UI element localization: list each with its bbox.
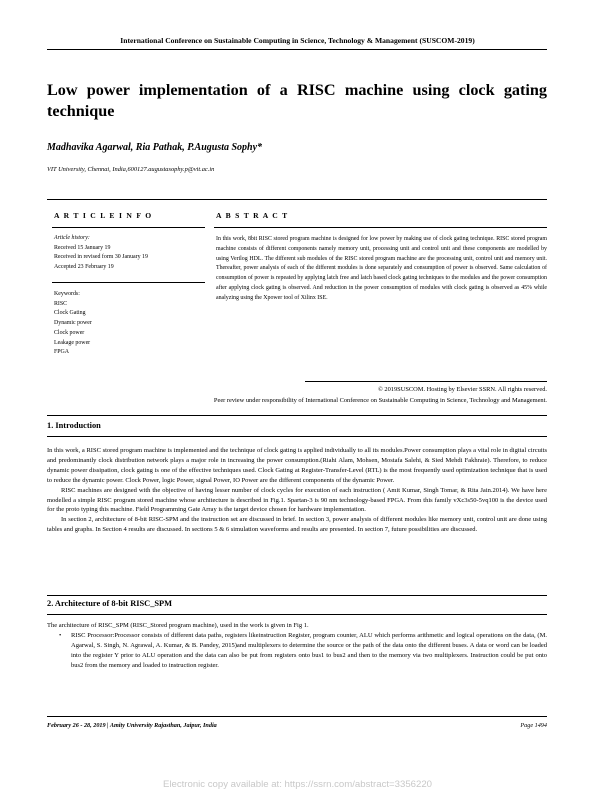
section-rule (47, 415, 547, 416)
article-info-heading: A R T I C L E I N F O (54, 211, 153, 220)
bullet-icon: • (59, 632, 62, 639)
footer-date-venue: February 26 - 28, 2019 | Amity University Rajasthan, Jaipur, India (47, 722, 217, 729)
keyword-item: Leakage power (54, 339, 91, 346)
section-heading-introduction: 1. Introduction (47, 421, 101, 430)
ssrn-watermark-link[interactable]: Electronic copy available at: https://ssrn.com/abstract=3356220 (162, 779, 433, 790)
peer-review-note: Peer review under responsibility of International Conference on Sustainable Computing in Science, Technology and Management. (213, 397, 547, 404)
info-top-rule (47, 199, 547, 200)
architecture-intro: The architecture of RISC_SPM (RISC_Stored program machine), used in the work is given in Fig 1. (47, 622, 309, 629)
abstract-heading: A B S T R A C T (216, 211, 289, 220)
keyword-item: RISC (54, 300, 68, 307)
paragraph: RISC machines are designed with the objective of having lesser number of clock cycles for execution of each instruction ( Amit Kumar, Singh Tomar, & Rita Jain.2014). We have here modelled a simple RISC program stored machine whose architecture is described in Fig.1. Spartan-3 is 90 nm technology-based FPGA. From this family vXc3s50-5vq100 is the device used for the proto typing this machine. Field Programming Gate Array is the target device chosen for hardware implementation. (47, 486, 547, 514)
abstract-rule (214, 227, 547, 228)
copyright: © 2019SUSCOM. Hosting by Elsevier SSRN. All rights reserved. (377, 386, 547, 393)
history-label: Article history: (54, 235, 90, 241)
architecture-bullet (47, 631, 547, 671)
section-heading-architecture: 2. Architecture of 8-bit RISC_SPM (47, 599, 173, 608)
arch-top-rule (47, 595, 547, 596)
paragraph: In this work, a RISC stored program machine is implemented and the technique of clock gating is applied individually to all its modules.Power consumption plays a vital role in digital circuits and predominantly clock distribution network plays a major role in increasing the power consumption.(Riahi Alam, Mohsen, Mostafa Salehi, & Sied Mehdi Fakhraie). Therefore, to reduce dynamic power dissipation, clock gating is one of the effective techniques used. Clock Gating at Register-Transfer-Level (RTL) is the most frequently used optimization technique that is used to reduce the dynamic power. Clock Power, logic Power, signal Power, IO Power are the different components of the dynamic Power. (47, 447, 547, 484)
article-history (54, 234, 148, 273)
paragraph: In section 2, architecture of 8-bit RISC-SPM and the instruction set are discussed in brief. In section 3, power analysis of different modules like memory unit, control unit are done using tables and graphs. In Section 4 results are discussed. In sections 5 & 6 simulation waveforms and results are presented. In section 7, future possibilities are discussed. (47, 516, 547, 534)
arch-heading-rule (47, 614, 547, 615)
affiliation: VIT University, Chennai, India,600127.augustasophy.p@vit.ac.in (47, 166, 215, 173)
copyright-rule (305, 381, 547, 382)
paper-title: Low power implementation of a RISC machine using clock gating technique (47, 81, 547, 120)
history-revised: Received in revised form 30 January 19 (54, 254, 148, 261)
keyword-item: Clock Gating (54, 310, 86, 317)
footer-rule (47, 716, 547, 717)
keyword-item: Dynamic power (54, 320, 92, 327)
page-number: Page 1494 (520, 722, 547, 729)
introduction-body (47, 446, 547, 535)
conference-header: International Conference on Sustainable Computing in Science, Technology & Management (SUSCOM-2019) (120, 36, 475, 45)
abstract-text: In this work, 8bit RISC stored program machine is designed for low power by making use of clock gating technique. RISC stored program machine consists of different components namely memory unit, processing unit and control unit and these components are modelled by using Verilog HDL. The different sub modules of the RISC stored program machine are the processing unit, control unit and memory unit. Thereafter, power analysis of each of the different modules is done separately and consumption of power is observed. Same calculation of consumption of power is repeated by applying latch free and latch based clock gating techniques to the modules and the power consumption after applying clock gating is observed. And reduction in the power consumption of modules with clock gating is observed as 45% while analyzing using the Xpower tool of Xilinx ISE. (216, 236, 547, 301)
article-info-rule (52, 227, 205, 228)
keyword-item: Clock power (54, 329, 85, 336)
history-received: Received 15 January 19 (54, 244, 111, 251)
keyword-item: FPGA (54, 349, 70, 356)
keywords-label: Keywords: (54, 291, 80, 297)
history-accepted: Accepted 23 February 19 (54, 264, 114, 271)
authors: Madhavika Agarwal, Ria Pathak, P.Augusta Sophy* (47, 142, 263, 153)
keywords-block (54, 290, 92, 358)
header-rule (47, 49, 547, 50)
keywords-rule (52, 282, 205, 283)
intro-heading-rule (47, 436, 547, 437)
bullet-text: RISC Processor:Processor consists of different data paths, registers likeinstruction Register, program counter, ALU which performs arithmetic and logical operations on the data, (M. Agarwal, S. Singh, N. Agrawal, A. Kumar, & B. Pandey, 2015)and multiplexers to determine the source or the path of the data onto the different buses. A data or word can be loaded into the register Y prior to ALU operation and the data can also be put from registers onto bus1 to bus2 and then to the memory via two multiplexers. Instruction could be put onto bus2 from the memory and loaded to instruction register. (71, 632, 547, 669)
